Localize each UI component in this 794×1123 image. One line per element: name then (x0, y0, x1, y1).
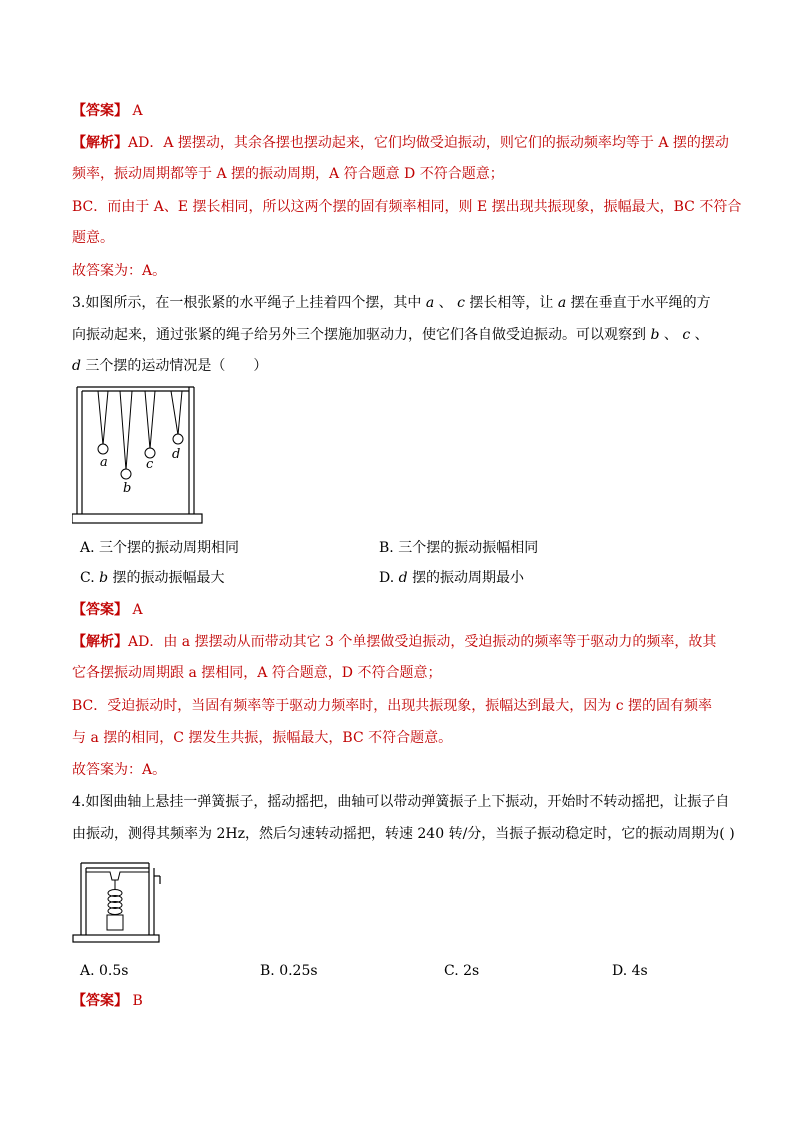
pendulum-d (171, 391, 183, 444)
q3-option-b[interactable]: B. 三个摆的振动振幅相同 (379, 540, 539, 556)
option-text: 摆的振动振幅最大 (112, 570, 225, 586)
q4-stem-line-1: 4.如图曲轴上悬挂一弹簧振子，摇动摇把，曲轴可以带动弹簧振子上下振动，开始时不转动摇把，让振子自 (72, 794, 730, 810)
spring-oscillator-figure (72, 855, 168, 947)
label-a: a (100, 455, 108, 470)
option-text: 摆的振动周期最小 (412, 570, 525, 586)
analysis-tag: 【解析】 (72, 135, 128, 151)
answer-value: B (132, 993, 143, 1009)
q2-answer-line (72, 101, 143, 121)
q3-analysis-line-4: 与 a 摆的相同，C 摆发生共振，振幅最大，BC 不符合题意。 (72, 730, 453, 746)
crank-handle (154, 876, 160, 884)
var-d: d (72, 358, 81, 374)
label-b: b (123, 481, 132, 496)
q3-option-d[interactable] (379, 568, 524, 588)
analysis-tag: 【解析】 (72, 634, 128, 650)
answer-tag: 【答案】 (72, 993, 128, 1009)
q2-conclusion: 故答案为：A。 (72, 263, 167, 279)
stem-text: 、 (694, 327, 709, 343)
analysis-text: AD．由 a 摆摆动从而带动其它 3 个单摆做受迫振动，受迫振动的频率等于驱动力的频率，故其 (128, 634, 717, 650)
stem-text: 摆长相等，让 (469, 295, 554, 311)
q4-option-b[interactable]: B. 0.25s (260, 963, 318, 979)
stem-text: 、 (438, 295, 453, 311)
stem-text: 3.如图所示，在一根张紧的水平绳子上挂着四个摆，其中 (72, 295, 422, 311)
pendulum-a (98, 391, 108, 454)
q2-analysis-line-3: BC．而由于 A、E 摆长相同，所以这两个摆的固有频率相同，则 E 摆出现共振现象，振幅最大，BC 不符合 (72, 199, 742, 215)
q4-option-c[interactable]: C. 2s (444, 963, 480, 979)
q2-analysis-line-2: 频率，振动周期都等于 A 摆的振动周期，A 符合题意 D 不符合题意； (72, 166, 504, 182)
q3-option-a[interactable]: A. 三个摆的振动周期相同 (80, 540, 240, 556)
analysis-text: AD．A 摆摆动，其余各摆也摆动起来，它们均做受迫振动，则它们的振动频率均等于 A 摆的摆动 (128, 135, 729, 151)
q3-stem-line-3 (72, 356, 267, 376)
label-d: d (172, 447, 181, 462)
stem-text: 摆在垂直于水平绳的方 (570, 295, 711, 311)
label-c: c (146, 457, 154, 472)
q4-answer-line (72, 991, 143, 1011)
stem-text: 向振动起来，通过张紧的绳子给另外三个摆施加驱动力，使它们各自做受迫振动。可以观察到 (72, 327, 646, 343)
var-b: b (99, 570, 109, 586)
frame-base (72, 514, 202, 523)
var-c: c (682, 327, 691, 343)
q4-option-d[interactable]: D. 4s (612, 963, 648, 979)
q2-analysis-line-4: 题意。 (72, 230, 114, 246)
stem-text: 三个摆的运动情况是（ ） (85, 358, 268, 374)
q3-analysis-line-2: 它各摆振动周期跟 a 摆相同，A 符合题意，D 不符合题意； (72, 665, 442, 681)
var-a: a (425, 295, 435, 311)
q3-analysis-line-1 (72, 632, 716, 652)
var-d: d (398, 570, 408, 586)
var-a: a (557, 295, 567, 311)
q3-stem-line-1 (72, 293, 711, 313)
q3-analysis-line-3: BC．受迫振动时，当固有频率等于驱动力频率时，出现共振现象，振幅达到最大，因为 c 摆的固有频率 (72, 698, 712, 714)
answer-value: A (132, 103, 143, 119)
q3-option-c[interactable] (80, 568, 225, 588)
answer-value: A (132, 602, 143, 618)
var-c: c (457, 295, 465, 311)
q4-option-a[interactable]: A. 0.5s (80, 963, 129, 979)
spring (108, 880, 122, 915)
stem-text: 、 (663, 327, 678, 343)
option-prefix: C. (80, 570, 95, 586)
option-prefix: D. (379, 570, 395, 586)
oscillator-mass (107, 915, 123, 930)
q3-stem-line-2 (72, 325, 709, 345)
var-b: b (650, 327, 660, 343)
pendulum-figure (72, 383, 206, 527)
q3-conclusion: 故答案为：A。 (72, 762, 167, 778)
answer-tag: 【答案】 (72, 103, 128, 119)
pendulum-c (145, 391, 155, 458)
q4-stem-line-2: 由振动，测得其频率为 2Hz，然后匀速转动摇把，转速 240 转/分，当振子振动稳定时，它的振动周期为( ) (72, 826, 735, 842)
q3-answer-line (72, 600, 143, 620)
pendulum-b (120, 391, 132, 479)
answer-tag: 【答案】 (72, 602, 128, 618)
q2-analysis-line-1 (72, 133, 729, 153)
